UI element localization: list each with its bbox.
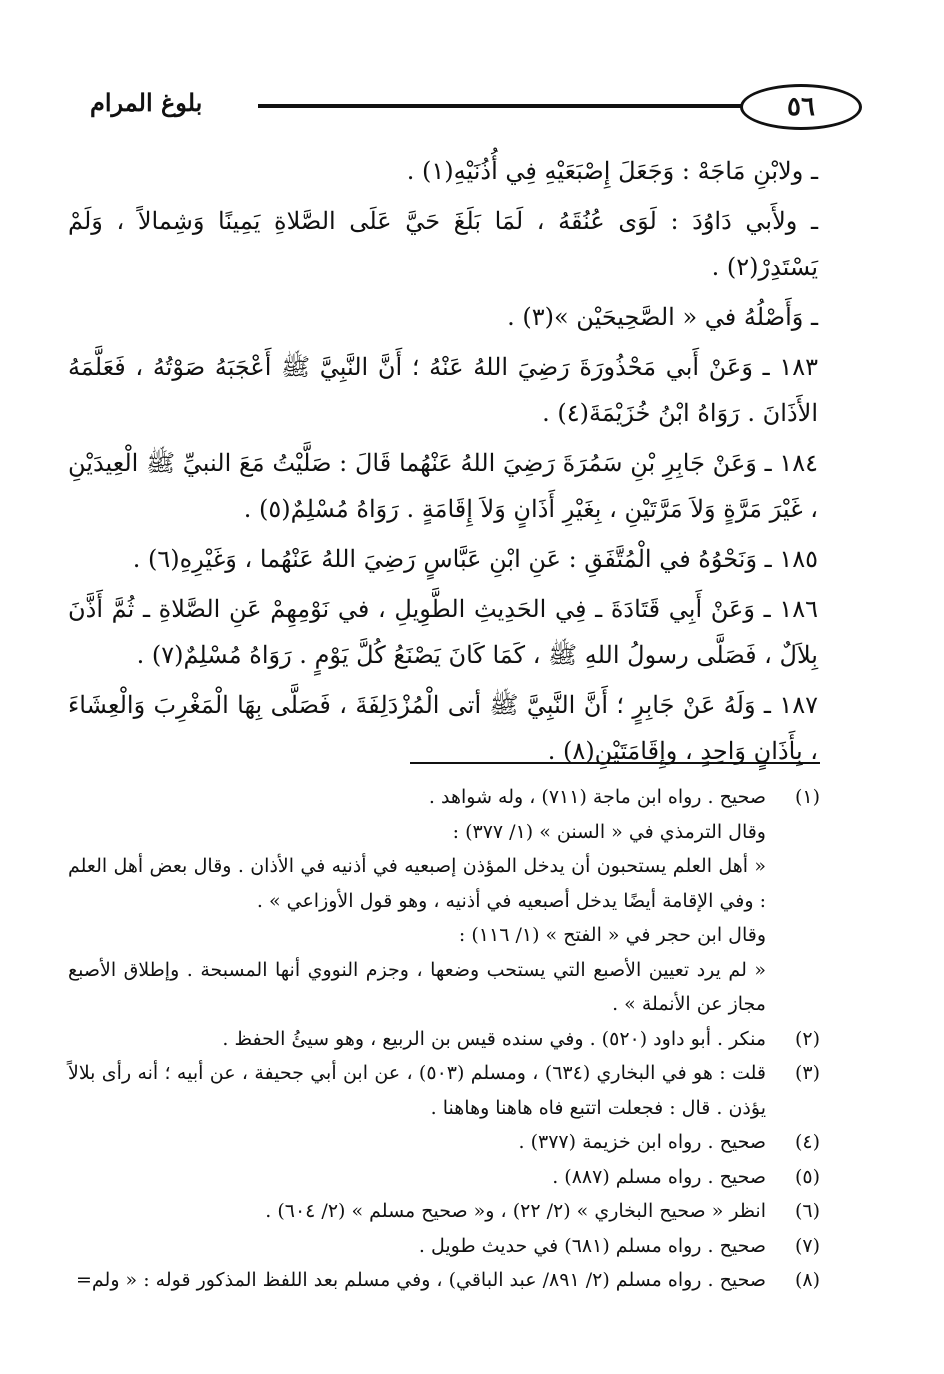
footnote-body: [68, 1194, 766, 1229]
footnote-body: [68, 1263, 766, 1298]
footnote-number: (٢): [794, 1027, 820, 1050]
footnote-number: (٣): [794, 1062, 820, 1084]
paragraph-sahihayn: ـ وَأَصْلُهُ في « الصَّحِيحَيْن »(٣) .: [507, 303, 818, 331]
footnote-1: [68, 780, 820, 1022]
footnote-4: [68, 1125, 820, 1160]
footnote-divider: [410, 762, 820, 764]
page-number: ٥٦: [740, 84, 862, 130]
hadith-186: ١٨٦ ـ وَعَنْ أَبِي قَتَادَةَ ـ فِي الحَدِيثِ الطَّوِيلِ ، في نَوْمِهِمْ عَنِ الصَّلاةِ ـ ثُمَّ أَذَّنَ بِلاَلٌ ، فَصَلَّى رسولُ اللهِ ﷺ ، كَمَا كَانَ يَصْنَعُ كُلَّ يَوْمٍ . رَوَاهُ مُسْلِمٌ(٧) .: [68, 595, 818, 669]
footnote-number: (٥): [794, 1165, 820, 1188]
footnote-number: (٨): [794, 1269, 820, 1291]
footnote-6: [68, 1194, 820, 1229]
footnote-line: صحيح . رواه مسلم (٨٨٧) .: [552, 1165, 766, 1188]
footnote-number: (١): [794, 786, 820, 808]
footnotes: [68, 780, 820, 1298]
footnote-7: [68, 1229, 820, 1264]
footnote-2: [68, 1022, 820, 1057]
footnote-5: [68, 1160, 820, 1195]
footnote-body: [68, 1022, 766, 1057]
footnote-line: وقال ابن حجر في « الفتح » (١/ ١١٦) :: [458, 924, 766, 946]
footnote-line: « أهل العلم يستحبون أن يدخل المؤذن إصبعيه في أذنيه في الأذان . وقال بعض أهل العلم : وفي الإقامة أيضًا يدخل أصبعيه في أذنيه ، وهو قول الأوزاعي » .: [68, 855, 766, 912]
main-text: [68, 148, 818, 778]
footnote-number: (٤): [794, 1131, 820, 1153]
footnote-body: [68, 1056, 766, 1125]
footnote-line: قلت : هو في البخاري (٦٣٤) ، ومسلم (٥٠٣) ، عن ابن أبي جحيفة ، عن أبيه ؛ أنه رأى بلالاً يؤذن . قال : فجعلت اتتبع فاه هاهنا وهاهنا .: [68, 1062, 766, 1119]
footnote-body: [68, 780, 766, 1022]
hadith-184: ١٨٤ ـ وَعَنْ جَابِرِ بْنِ سَمُرَةَ رَضِيَ اللهُ عَنْهُما قَالَ : صَلَّيْتُ مَعَ النبيِّ ﷺ الْعِيدَيْنِ ، غَيْرَ مَرَّةٍ وَلاَ مَرَّتَيْنِ ، بِغَيْرِ أَذَانٍ وَلاَ إِقَامَةٍ . رَوَاهُ مُسْلِمٌ(٥) .: [68, 449, 818, 523]
footnote-3: [68, 1056, 820, 1125]
footnote-line: وقال الترمذي في « السنن » (١/ ٣٧٧) :: [452, 820, 766, 843]
footnote-line: انظر « صحيح البخاري » (٢/ ٢٢) ، و« صحيح مسلم » (٢/ ٦٠٤) .: [265, 1200, 766, 1222]
paragraph-abu-dawud: ـ ولأَبي دَاوُدَ : لَوَى عُنُقَهُ ، لَمَا بَلَغَ حَيَّ عَلَى الصَّلاةِ يَمِينًا وَشِمالاً ، وَلَمْ يَسْتَدِرْ(٢) .: [68, 207, 818, 281]
hadith-183: ١٨٣ ـ وَعَنْ أَبي مَحْذُورَةَ رَضِيَ اللهُ عَنْهُ ؛ أَنَّ النَّبِيَّ ﷺ أَعْجَبَهُ صَوْتُهُ ، فَعَلَّمَهُ الأَذَانَ . رَوَاهُ ابْنُ خُزَيْمَةَ(٤) .: [68, 353, 819, 427]
footnote-number: (٦): [794, 1200, 820, 1222]
header-rule: [258, 104, 806, 108]
footnote-8: [68, 1263, 820, 1298]
footnote-body: [68, 1125, 766, 1160]
page-header: [60, 78, 820, 138]
footnote-line: منكر . أبو داود (٥٢٠) . وفي سنده قيس بن الربيع ، وهو سيئُ الحفظ .: [222, 1027, 766, 1050]
footnote-number: (٧): [794, 1234, 820, 1257]
footnote-line: صحيح . رواه مسلم (٦٨١) في حديث طويل .: [418, 1234, 766, 1257]
footnote-line: صحيح . رواه ابن ماجة (٧١١) ، وله شواهد .: [428, 786, 766, 808]
footnote-body: [68, 1229, 766, 1264]
footnote-body: [68, 1160, 766, 1195]
hadith-187: ١٨٧ ـ وَلَهُ عَنْ جَابِرٍ ؛ أَنَّ النَّبِيَّ ﷺ أتى الْمُزْدَلِفَةَ ، فَصَلَّى بِهَا الْمَغْرِبَ وَالْعِشَاءَ ، بِأَذَانٍ وَاحِدٍ ، وإِقَامَتَيْنِ(٨) .: [68, 691, 818, 765]
footnote-line: « لم يرد تعيين الأصبع التي يستحب وضعها ، وجزم النووي أنها المسبحة . وإطلاق الأصبع مجاز عن الأنملة » .: [68, 958, 766, 1015]
hadith-185: ١٨٥ ـ وَنَحْوُهُ في الْمُتَّفَقِ : عَنِ ابْنِ عَبَّاسٍ رَضِيَ اللهُ عَنْهُما ، وَغَيْرِهِ(٦) .: [132, 545, 818, 573]
footnote-line: صحيح . رواه ابن خزيمة (٣٧٧) .: [518, 1131, 766, 1153]
paragraph-ibn-majah: ـ ولابْنِ مَاجَهْ : وَجَعَلَ إِصْبَعَيْهِ فِي أُذُنَيْهِ(١) .: [406, 157, 818, 185]
book-title: بلوغ المرام: [90, 88, 203, 117]
footnote-line: صحيح . رواه مسلم (٢/ ٨٩١/ عبد الباقي) ، وفي مسلم بعد اللفظ المذكور قوله : « ولم=: [75, 1269, 766, 1291]
